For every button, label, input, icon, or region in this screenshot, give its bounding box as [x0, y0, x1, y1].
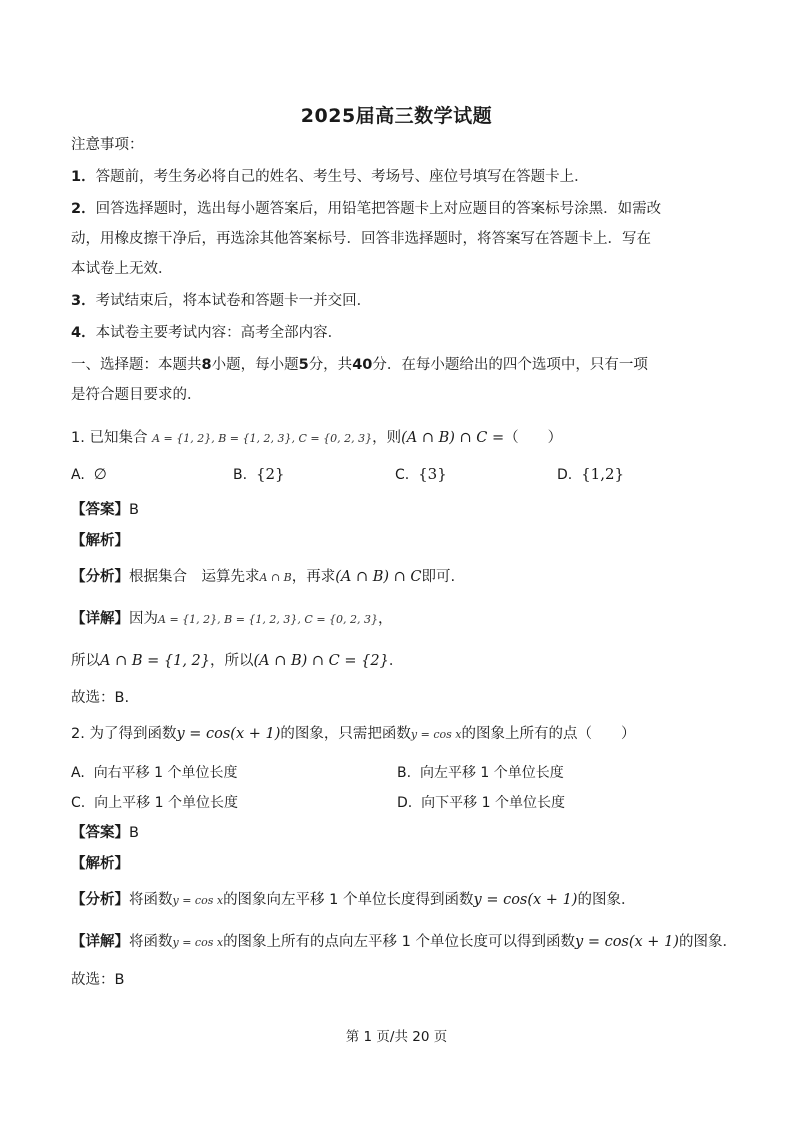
xiangjie-tag: 【详解】	[71, 934, 129, 950]
notice-item-2-continued: 本试卷上无效．	[71, 261, 173, 277]
notice-item-1	[71, 167, 733, 187]
q1-answer: 【答案】B	[71, 502, 139, 518]
q1-option-b[interactable]: B. {2}	[233, 465, 285, 483]
q1-option-c[interactable]: C. {3}	[395, 465, 447, 483]
q2-analysis-tag: 【解析】	[71, 856, 129, 872]
notice-item-2-continued: 动，用橡皮擦干净后，再选涂其他答案标号．回答非选择题时，将答案写在答题卡上．写在	[71, 231, 651, 247]
notice-item-number: 2．	[71, 201, 96, 217]
notice-item-number: 1．	[71, 169, 96, 185]
notice-item-text: 考试结束后，将本试卷和答题卡一并交回．	[95, 293, 372, 309]
q1-choice: 故选：B.	[71, 690, 130, 706]
section-heading: 一、选择题：本题共8小题，每小题5分，共40分．在每小题给出的四个选项中，只有一项	[71, 357, 648, 373]
notice-item-number: 3．	[71, 293, 96, 309]
q2-option-a[interactable]: A. 向右平移 1 个单位长度	[71, 765, 238, 781]
notice-item-2	[71, 199, 733, 219]
notice-item-text: 答题前，考生务必将自己的姓名、考生号、考场号、座位号填写在答题卡上．	[95, 169, 589, 185]
q2-xiangjie: 【详解】将函数y = cos x的图象上所有的点向左平移 1 个单位长度可以得到函数y = cos(x + 1)的图象．	[71, 934, 737, 950]
formula-sets: A = {1, 2}, B = {1, 2, 3}, C = {0, 2, 3}	[152, 432, 373, 445]
page-title: 2025届高三数学试题	[300, 105, 493, 127]
formula-expression: (A ∩ B) ∩ C =	[401, 430, 505, 446]
q1-xiangjie: 【详解】因为A = {1, 2}, B = {1, 2, 3}, C = {0, 2, 3}，	[71, 611, 393, 627]
answer-tag: 【答案】	[71, 825, 129, 841]
notice-item-3	[71, 291, 733, 311]
q1-conclusion: 所以A ∩ B = {1, 2}，所以(A ∩ B) ∩ C = {2}．	[71, 653, 404, 669]
q2-answer: 【答案】B	[71, 825, 139, 841]
notice-item-number: 4．	[71, 325, 96, 341]
notice-item-text: 回答选择题时，选出每小题答案后，用铅笔把答题卡上对应题目的答案标号涂黑．如需改	[95, 201, 662, 217]
q2-option-b[interactable]: B. 向左平移 1 个单位长度	[397, 765, 564, 781]
question-2-stem: 2. 为了得到函数y = cos(x + 1)的图象，只需把函数y = cos x的图象上所有的点（ ）	[71, 726, 636, 742]
fenxi-tag: 【分析】	[71, 569, 129, 585]
notice-item-4	[71, 323, 733, 343]
q2-option-c[interactable]: C. 向上平移 1 个单位长度	[71, 795, 238, 811]
notice-item-text: 本试卷主要考试内容：高考全部内容．	[95, 325, 343, 341]
question-1-stem: 1. 已知集合 A = {1, 2}, B = {1, 2, 3}, C = {0, 2, 3}，则(A ∩ B) ∩ C =（ ）	[71, 430, 563, 446]
xiangjie-tag: 【详解】	[71, 611, 129, 627]
q1-fenxi: 【分析】根据集合 运算先求A ∩ B，再求(A ∩ B) ∩ C即可.	[71, 569, 456, 585]
notice-heading: 注意事项：	[71, 137, 144, 153]
q2-option-d[interactable]: D. 向下平移 1 个单位长度	[397, 795, 565, 811]
page-footer: 第 1 页/共 20 页	[345, 1029, 448, 1045]
q2-choice: 故选：B	[71, 972, 125, 988]
q1-option-a[interactable]: A. ∅	[71, 465, 107, 483]
answer-tag: 【答案】	[71, 502, 129, 518]
q1-option-d[interactable]: D. {1,2}	[557, 465, 625, 483]
q1-analysis-tag: 【解析】	[71, 533, 129, 549]
q2-fenxi: 【分析】将函数y = cos x的图象向左平移 1 个单位长度得到函数y = cos(x + 1)的图象．	[71, 892, 636, 908]
fenxi-tag: 【分析】	[71, 892, 129, 908]
section-heading-continued: 是符合题目要求的．	[71, 387, 202, 403]
